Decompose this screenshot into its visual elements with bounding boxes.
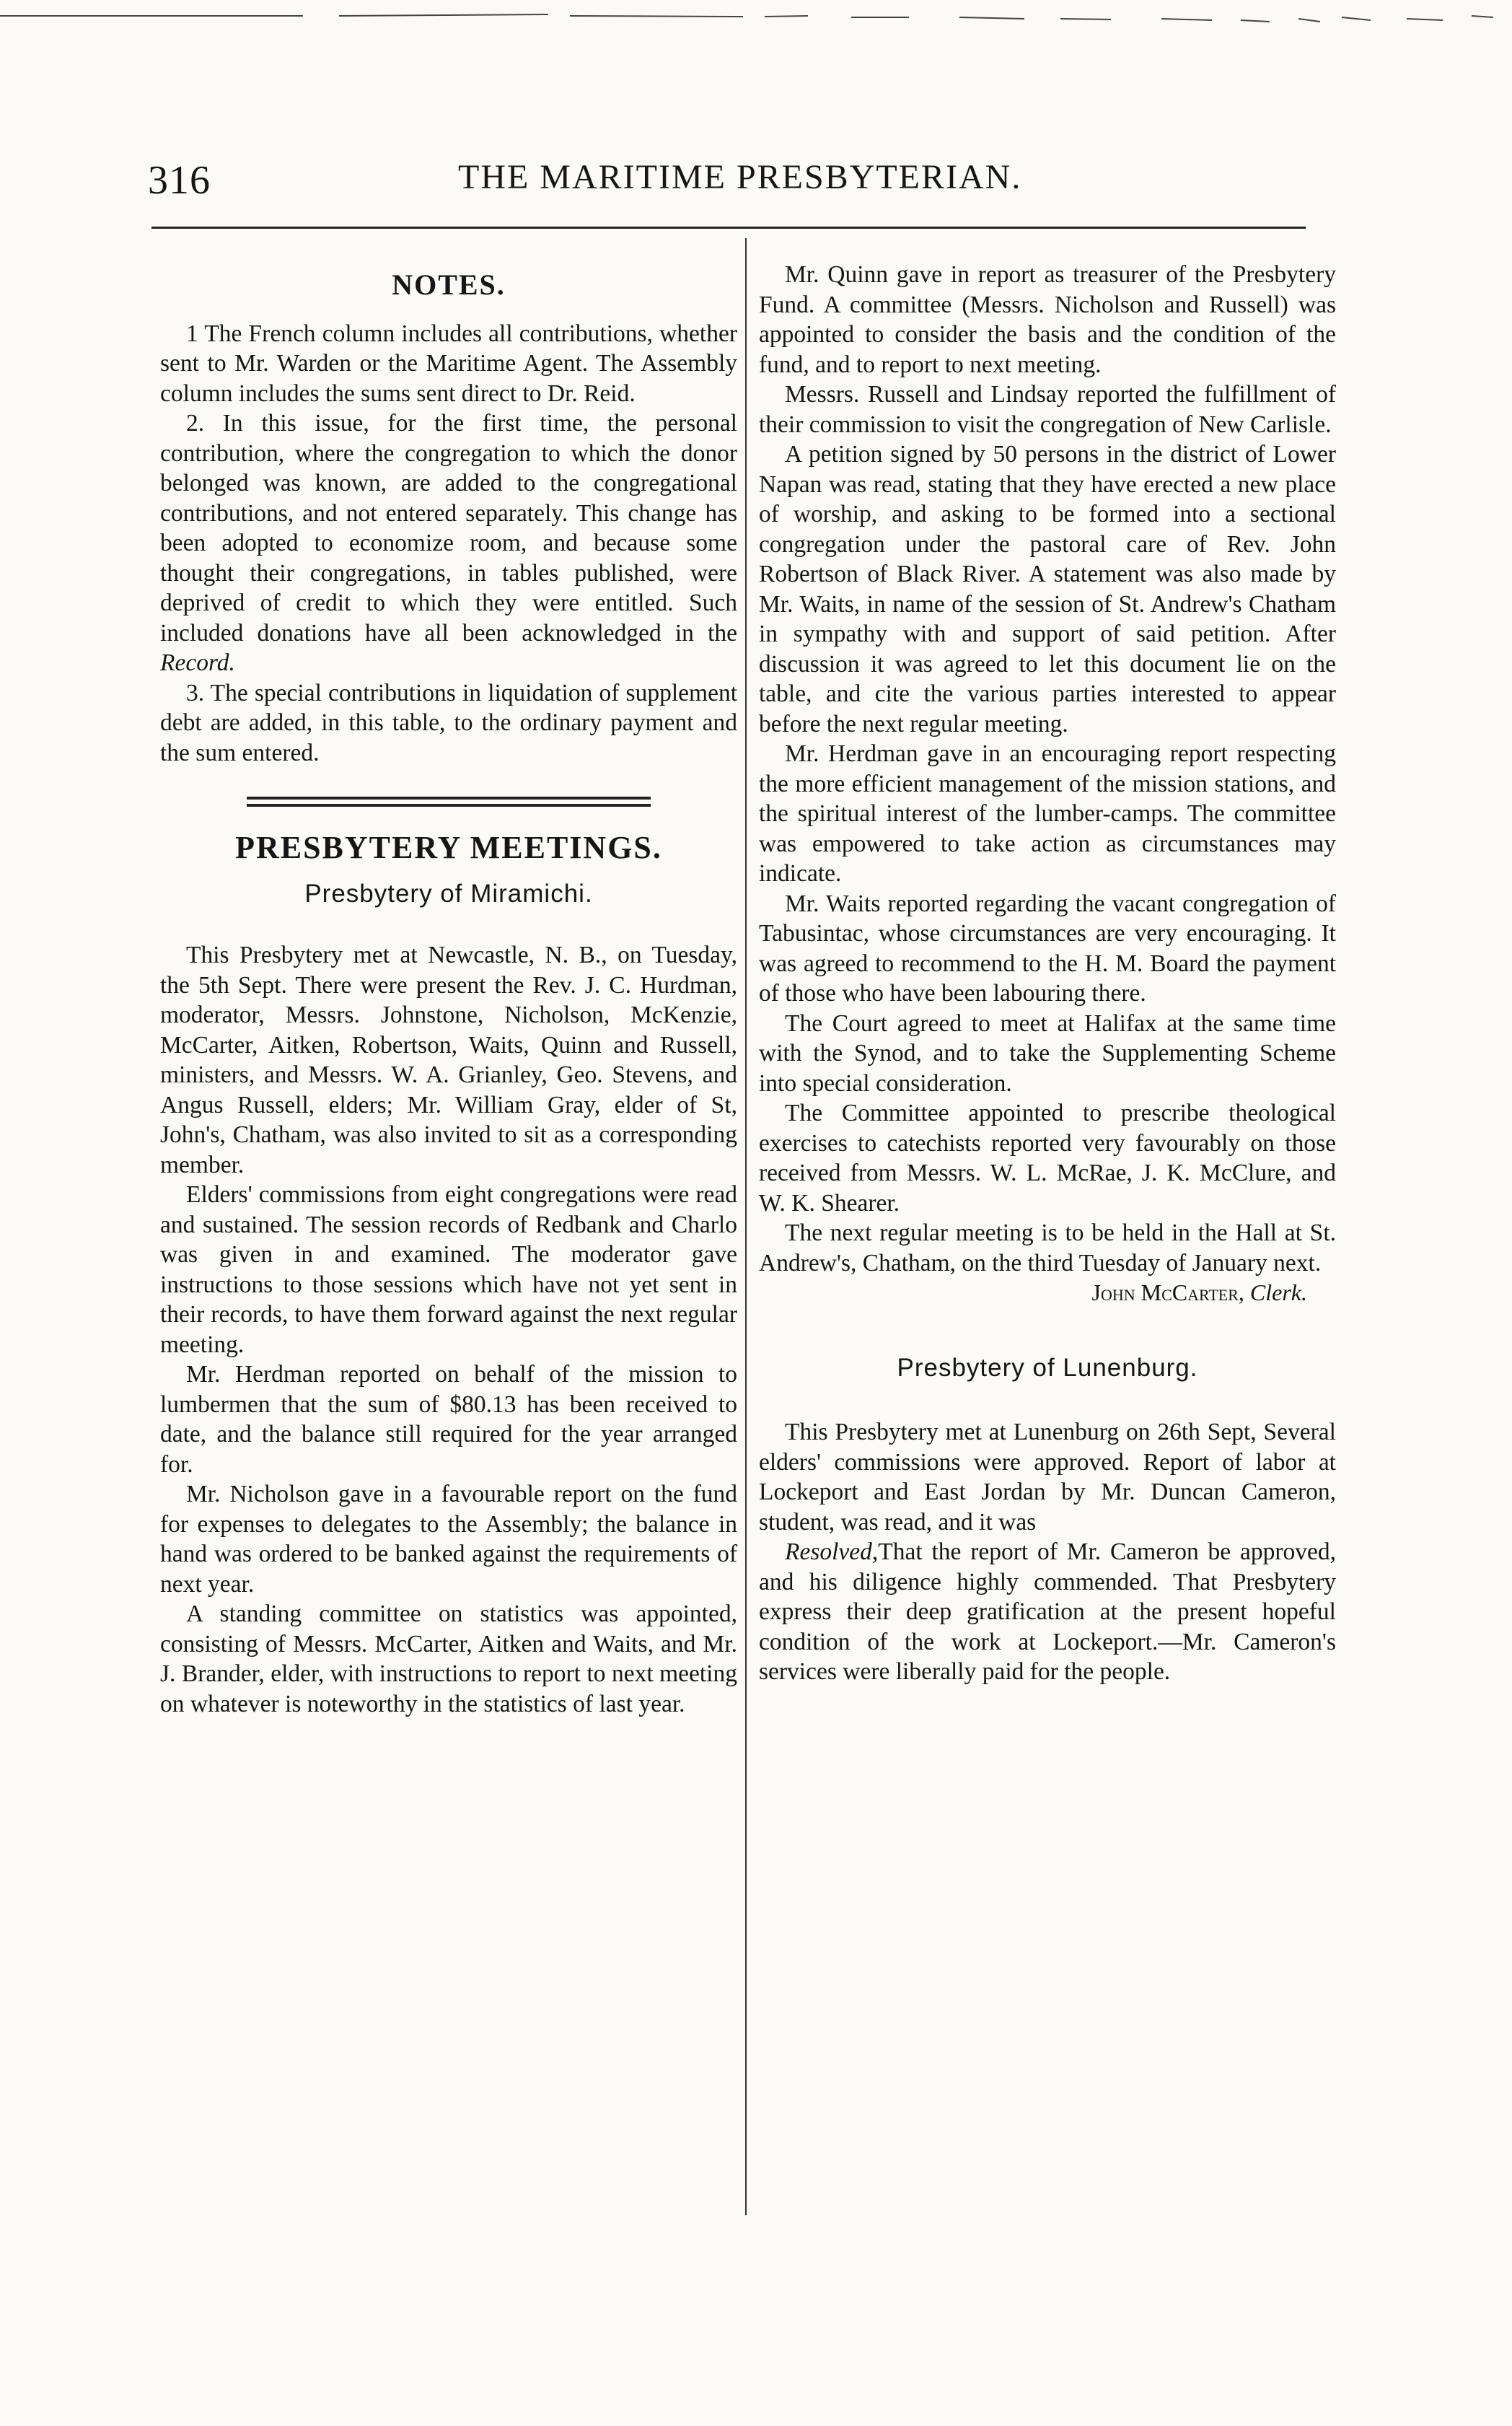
minutes-paragraph: This Presbytery met at Newcastle, N. B., on Tuesday, the 5th Sept. There were present the Rev. J. C. Hurdman, moderator, Messrs. Johnstone, Nicholson, McKenzie, McCarter, Aitken, Robertson, Waits, Quinn and Russell, ministers, and Messrs. W. A. Grianley, Geo. Stevens, and Angus Russell, elders; Mr. William Gray, elder of St, John's, Chatham, was also invited to sit as a corresponding member.: [160, 942, 737, 1178]
minutes-paragraph: The Court agreed to meet at Halifax at the same time with the Synod, and to take the Supplementing Scheme into special consideration.: [759, 1010, 1336, 1097]
minutes-paragraph: Elders' commissions from eight congregations were read and sustained. The session records of Redbank and Charlo was given in and examined. The moderator gave instructions to those sessions which have not yet sent in their records, to have them forward against the next regular meeting.: [160, 1181, 737, 1358]
minutes-paragraph: The next regular meeting is to be held in the Hall at St. Andrew's, Chatham, on the third Tuesday of January next.: [759, 1219, 1336, 1277]
minutes-paragraph: Messrs. Russell and Lindsay reported the fulfillment of their commission to visit the congregation of New Carlisle.: [759, 381, 1336, 438]
running-title: THE MARITIME PRESBYTERIAN.: [458, 158, 1022, 196]
minutes-paragraph: A petition signed by 50 persons in the district of Lower Napan was read, stating that they have erected a new place of worship, and asking to be formed into a sectional congregation under the pastoral care of Rev. John Robertson of Black River. A statement was also made by Mr. Waits, in name of the session of St. Andrew's Chatham in sympathy with and support of said petition. After discussion it was agreed to let this document lie on the table, and cite the various parties interested to appear before the next regular meeting.: [759, 441, 1336, 737]
lunenburg-heading: Presbytery of Lunenburg.: [897, 1353, 1198, 1382]
miramichi-heading: Presbytery of Miramichi.: [304, 879, 593, 908]
note-item: 3. The special contributions in liquidation of supplement debt are added, in this table, to the ordinary payment and the sum entered.: [160, 679, 737, 766]
lunenburg-text: This Presbytery met at Lunenburg on 26th Sept, Several elders' commissions were approved. Report of labor at Lockeport and East Jordan by Mr. Duncan Cameron, student, was read, and it was: [759, 1419, 1336, 1536]
page-number: 316: [148, 158, 211, 203]
note-item: 1 The French column includes all contributions, whether sent to Mr. Warden or the Maritime Agent. The Assembly column includes the sums sent direct to Dr. Reid.: [160, 320, 737, 407]
minutes-paragraph: [759, 1537, 1336, 1687]
minutes-paragraph: Mr. Herdman reported on behalf of the mission to lumbermen that the sum of $80.13 has been received to date, and the balance still required for the year arranged for.: [160, 1361, 737, 1478]
top-edge-rule: [0, 6, 1512, 27]
minutes-paragraph: Mr. Quinn gave in report as treasurer of the Presbytery Fund. A committee (Messrs. Nicholson and Russell) was appointed to consider the basis and the condition of the fund, and to report to next meeting.: [759, 261, 1336, 378]
record-italic: Record.: [160, 649, 235, 676]
column-divider: [745, 238, 747, 2215]
minutes-paragraph: Mr. Waits reported regarding the vacant congregation of Tabusintac, whose circumstances are very encouraging. It was agreed to recommend to the H. M. Board the payment of those who have been labouring there.: [759, 890, 1336, 1007]
clerk-signature: [759, 1278, 1336, 1308]
header-rule: [151, 227, 1306, 229]
clerk-name: John McCarter,: [1091, 1279, 1244, 1305]
clerk-role: Clerk.: [1249, 1279, 1307, 1305]
minutes-paragraph: The Committee appointed to prescribe theological exercises to catechists reported very favourably on those received from Messrs. W. L. McRae, J. K. McClure, and W. K. Shearer.: [759, 1100, 1336, 1217]
resolved-word: Resolved: [785, 1538, 872, 1565]
note-item-text: 2. In this issue, for the first time, the personal contribution, where the congregation to which the donor belonged was known, are added to the congregational contributions, and not entered separately. This change has been adopted to economize room, and because some thought their congregations, in tables published, were deprived of credit to which they were entitled. Such included donations have all been acknowledged in the: [160, 410, 737, 647]
minutes-paragraph: A standing committee on statistics was appointed, consisting of Messrs. McCarter, Aitken and Waits, and Mr. J. Brander, elder, with instructions to report to next meeting on whatever is noteworthy in the statistics of last year.: [160, 1600, 737, 1717]
minutes-paragraph: Mr. Nicholson gave in a favourable report on the fund for expenses to delegates to the Assembly; the balance in hand was ordered to be banked against the requirements of next year.: [160, 1481, 737, 1598]
left-column: [160, 260, 737, 1719]
resolution-text: ,That the report of Mr. Cameron be approved, and his diligence highly commended. That Presbytery express their deep gratification at the present hopeful condition of the work at Lockeport.—Mr. Cameron's services were liberally paid for the people.: [759, 1538, 1336, 1685]
section-divider: [247, 797, 651, 807]
minutes-paragraph: [759, 1417, 1336, 1537]
note-item: [160, 408, 737, 678]
right-column: [759, 260, 1336, 1687]
minutes-paragraph: Mr. Herdman gave in an encouraging report respecting the more efficient management of the mission stations, and the spiritual interest of the lumber-camps. The committee was empowered to take action as circumstances may indicate.: [759, 740, 1336, 887]
meetings-heading: PRESBYTERY MEETINGS.: [235, 830, 662, 865]
notes-heading: NOTES.: [392, 268, 506, 301]
page-header: [148, 157, 1302, 208]
